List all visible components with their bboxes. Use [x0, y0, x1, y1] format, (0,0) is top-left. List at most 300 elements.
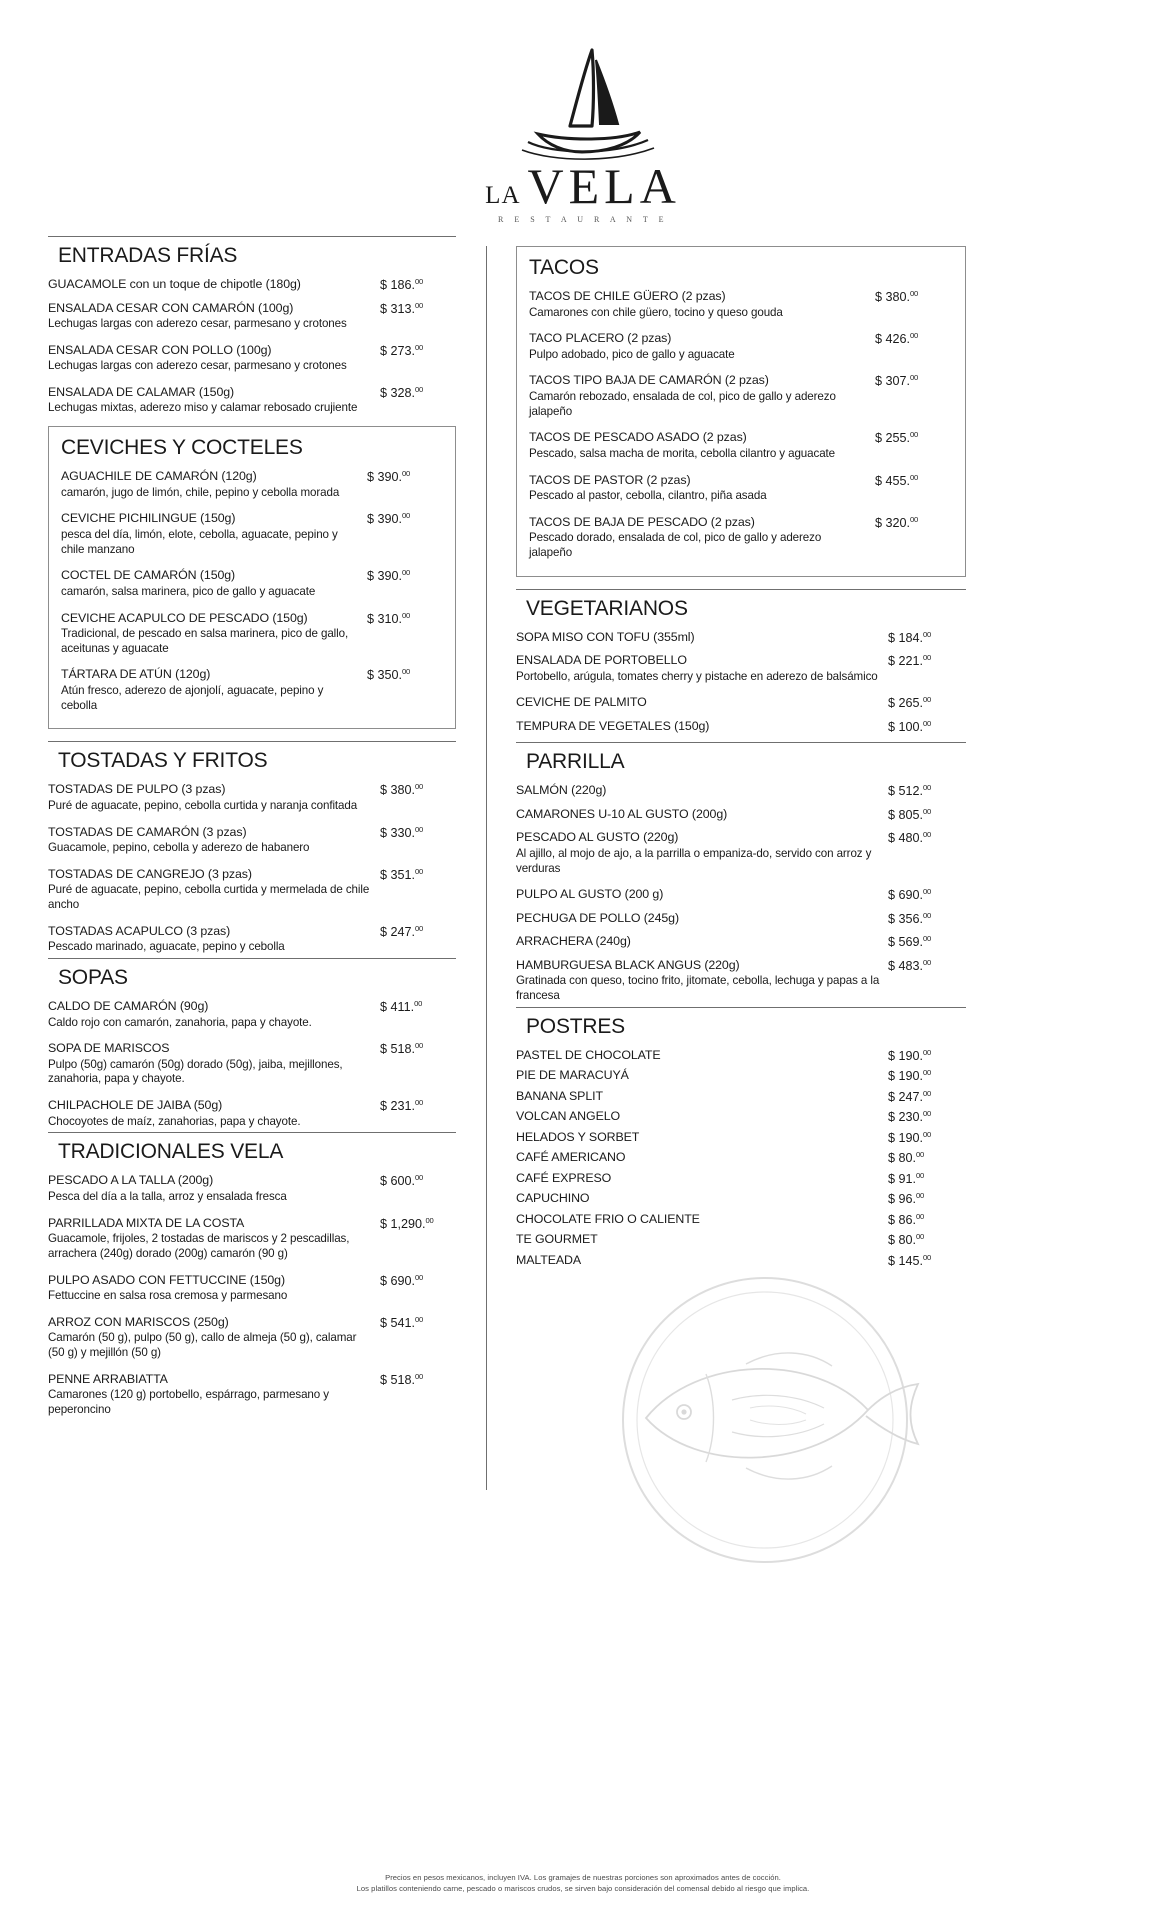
menu-item [48, 1098, 456, 1129]
menu-item-text [516, 1130, 888, 1146]
price-amount: $ 351. [380, 868, 416, 883]
menu-item-price [888, 830, 966, 845]
price-cents: 00 [910, 331, 919, 341]
menu-item-text [516, 887, 888, 903]
menu-item-description: Gratinada con queso, tocino frito, jitomate, cebolla, lechuga y papas a la francesa [516, 974, 880, 1003]
menu-item-price [888, 1171, 966, 1186]
section-title-tostadas-y-fritos: TOSTADAS Y FRITOS [58, 749, 268, 773]
menu-item-description: Lechugas largas con aderezo cesar, parmesano y crotones [48, 317, 347, 330]
price-cents: 00 [415, 824, 424, 834]
price-cents: 00 [910, 514, 919, 524]
menu-item-text [516, 830, 888, 876]
menu-item-name: PASTEL DE CHOCOLATE [516, 1047, 661, 1062]
menu-item-description: Portobello, arúgula, tomates cherry y pistache en aderezo de balsámico [516, 669, 878, 683]
price-cents: 00 [916, 1150, 925, 1160]
price-amount: $ 569. [888, 935, 924, 950]
price-cents: 00 [910, 472, 919, 482]
price-amount: $ 145. [888, 1254, 924, 1269]
menu-item-price [380, 1315, 456, 1330]
menu-item-description: Pulpo (50g) camarón (50g) dorado (50g), jaiba, mejillones, zanahoria, papa y chayote. [48, 1057, 343, 1086]
menu-item-text [529, 473, 875, 504]
price-cents: 00 [923, 695, 932, 705]
menu-item [516, 830, 966, 876]
menu-item-description: Atún fresco, aderezo de ajonjolí, aguacate, pepino y cebolla [61, 683, 324, 712]
price-amount: $ 96. [888, 1192, 917, 1207]
price-cents: 00 [916, 1211, 925, 1221]
menu-item-text [529, 373, 875, 419]
menu-item [516, 1109, 966, 1125]
price-cents: 00 [415, 866, 424, 876]
section-title-vegetarianos: VEGETARIANOS [526, 596, 688, 620]
menu-section-vegetarianos [516, 589, 966, 735]
price-cents: 00 [923, 806, 932, 816]
section-title-tacos: TACOS [529, 256, 599, 279]
price-cents: 00 [910, 430, 919, 440]
menu-section-parrilla [516, 742, 966, 1003]
menu-item-name: TACOS TIPO BAJA DE CAMARÓN (2 pzas) [529, 373, 769, 388]
menu-item-name: PESCADO A LA TALLA (200g) [48, 1173, 214, 1188]
menu-item-price [888, 1150, 966, 1165]
menu-item [48, 867, 456, 913]
price-amount: $ 690. [380, 1273, 416, 1288]
price-amount: $ 184. [888, 630, 924, 645]
menu-item-text [48, 301, 380, 332]
menu-item-text [48, 1273, 380, 1304]
menu-item-price [367, 568, 443, 583]
menu-item [516, 958, 966, 1004]
menu-item-price [367, 667, 443, 682]
menu-item-text [61, 667, 367, 713]
menu-column-left [48, 236, 456, 1421]
menu-item [516, 695, 966, 711]
price-cents: 00 [415, 782, 424, 792]
menu-item-price [888, 1109, 966, 1124]
menu-item [516, 1130, 966, 1146]
price-cents: 00 [402, 568, 411, 578]
price-cents: 00 [923, 1047, 932, 1057]
menu-item-price [367, 611, 443, 626]
menu-item [48, 1216, 456, 1262]
menu-item-name: CAMARONES U-10 AL GUSTO (200g) [516, 806, 728, 821]
price-cents: 00 [916, 1191, 925, 1201]
price-cents: 00 [910, 289, 919, 298]
price-amount: $ 313. [380, 301, 416, 316]
menu-section-tacos [516, 246, 966, 577]
price-amount: $ 247. [888, 1090, 924, 1105]
menu-item-name: TOSTADAS ACAPULCO (3 pzas) [48, 923, 231, 938]
menu-item-price [380, 924, 456, 939]
menu-item-price [875, 473, 953, 488]
menu-item [516, 1068, 966, 1084]
menu-item [48, 301, 456, 332]
menu-item-name: PESCADO AL GUSTO (220g) [516, 830, 679, 845]
menu-item-text [516, 934, 888, 950]
menu-item-text [516, 911, 888, 927]
menu-item-text [48, 782, 380, 813]
menu-item-text [61, 611, 367, 657]
section-title-entradas-frias: ENTRADAS FRÍAS [58, 244, 238, 267]
menu-item-name: MALTEADA [516, 1252, 582, 1267]
price-amount: $ 255. [875, 431, 911, 446]
menu-item [48, 385, 456, 416]
menu-item-price [888, 911, 966, 926]
menu-item-price [380, 343, 456, 358]
menu-item-name: ENSALADA DE CALAMAR (150g) [48, 384, 235, 399]
menu-item [516, 1150, 966, 1166]
menu-item-description: camarón, salsa marinera, pico de gallo y aguacate [61, 584, 316, 598]
menu-item-name: CEVICHE PICHILINGUE (150g) [61, 511, 236, 526]
price-amount: $ 190. [888, 1049, 924, 1064]
menu-item-description: Camarón rebozado, ensalada de col, pico de gallo y aderezo jalapeño [529, 389, 836, 418]
menu-item-price [888, 653, 966, 668]
menu-item-description: Chocoyotes de maíz, zanahorias, papa y chayote. [48, 1114, 301, 1128]
menu-item-text [48, 1041, 380, 1087]
menu-item-description: Pescado al pastor, cebolla, cilantro, piña asada [529, 489, 767, 503]
menu-item-name: SOPA DE MARISCOS [48, 1041, 170, 1056]
menu-item-name: SALMÓN (220g) [516, 783, 607, 798]
menu-item [48, 1372, 456, 1418]
price-cents: 00 [415, 277, 424, 286]
menu-item-name: PECHUGA DE POLLO (245g) [516, 910, 679, 925]
menu-item-name: ARRACHERA (240g) [516, 934, 631, 949]
menu-item [529, 373, 953, 419]
menu-item [516, 653, 966, 684]
price-cents: 00 [415, 342, 424, 352]
menu-item-description: Puré de aguacate, pepino, cebolla curtida y mermelada de chile ancho [48, 883, 370, 912]
menu-item [516, 719, 966, 735]
menu-item-name: HELADOS Y SORBET [516, 1129, 640, 1144]
menu-item-text [529, 430, 875, 461]
menu-item-text [516, 1171, 888, 1187]
price-amount: $ 356. [888, 912, 924, 927]
menu-item [61, 611, 443, 657]
price-amount: $ 231. [380, 1099, 416, 1114]
price-amount: $ 80. [888, 1233, 917, 1248]
price-amount: $ 541. [380, 1315, 416, 1330]
price-amount: $ 190. [888, 1131, 924, 1146]
menu-item-text [48, 1173, 380, 1204]
price-cents: 00 [923, 830, 932, 840]
menu-item-name: TEMPURA DE VEGETALES (150g) [516, 718, 710, 733]
menu-item-price [367, 469, 443, 484]
menu-item [529, 430, 953, 461]
menu-item [48, 277, 456, 293]
price-cents: 00 [402, 610, 411, 620]
menu-item-text [516, 695, 888, 711]
price-cents: 00 [415, 1041, 424, 1051]
menu-item-description: camarón, jugo de limón, chile, pepino y cebolla morada [61, 485, 340, 499]
menu-item-text [61, 469, 367, 500]
price-amount: $ 411. [380, 1000, 415, 1015]
price-cents: 00 [923, 783, 932, 793]
menu-item-price [888, 958, 966, 973]
menu-item-text [48, 1098, 380, 1129]
price-amount: $ 230. [888, 1110, 924, 1125]
menu-item [529, 331, 953, 362]
price-cents: 00 [923, 718, 932, 728]
menu-item-price [875, 289, 953, 304]
menu-item [48, 1315, 456, 1361]
menu-item-text [529, 289, 875, 320]
menu-item-text [48, 343, 380, 374]
menu-item [48, 1041, 456, 1087]
price-cents: 00 [415, 1173, 424, 1183]
menu-section-entradas-frias [48, 236, 456, 416]
menu-item-price [380, 1372, 456, 1387]
menu-item-price [380, 385, 456, 400]
price-cents: 00 [923, 1129, 932, 1139]
menu-item [516, 1212, 966, 1228]
price-cents: 00 [415, 923, 424, 933]
menu-item [516, 887, 966, 903]
menu-item-description: Guacamole, pepino, cebolla y aderezo de habanero [48, 841, 310, 855]
menu-item-description: Camarón (50 g), pulpo (50 g), callo de almeja (50 g), calamar (50 g) y mejillón (50 g) [48, 1331, 357, 1359]
menu-item-price [888, 1089, 966, 1104]
menu-item [516, 783, 966, 799]
menu-item-price [380, 1098, 456, 1113]
menu-item-name: COCTEL DE CAMARÓN (150g) [61, 568, 236, 583]
menu-item-description: pesca del día, limón, elote, cebolla, aguacate, pepino y chile manzano [61, 527, 338, 556]
menu-item-name: TACOS DE CHILE GÜERO (2 pzas) [529, 289, 726, 303]
menu-item-name: TOSTADAS DE CANGREJO (3 pzas) [48, 866, 252, 881]
menu-item-text [529, 331, 875, 362]
price-cents: 00 [923, 1088, 932, 1098]
menu-item-name: ENSALADA DE PORTOBELLO [516, 653, 687, 668]
menu-item [48, 825, 456, 856]
price-cents: 00 [923, 653, 932, 663]
menu-item-price [888, 1191, 966, 1206]
menu-item-name: CEVICHE DE PALMITO [516, 695, 647, 710]
menu-item [516, 1048, 966, 1064]
price-amount: $ 86. [888, 1213, 917, 1228]
menu-item-text [516, 1191, 888, 1207]
menu-item-price [888, 1048, 966, 1063]
menu-item-text [48, 1315, 380, 1361]
menu-item-price [888, 783, 966, 798]
price-cents: 00 [923, 910, 932, 920]
menu-item-text [516, 958, 888, 1004]
menu-item-price [875, 373, 953, 388]
section-title-ceviches-y-cocteles: CEVICHES Y COCTELES [61, 436, 303, 460]
menu-section-postres [516, 1007, 966, 1269]
menu-item-name: AGUACHILE DE CAMARÓN (120g) [61, 469, 257, 484]
price-amount: $ 328. [380, 386, 416, 401]
menu-item [529, 289, 953, 320]
menu-item-text [529, 515, 875, 561]
menu-item-name: TACOS DE PASTOR (2 pzas) [529, 472, 691, 487]
menu-item-price [380, 1273, 456, 1288]
price-amount: $ 805. [888, 808, 924, 823]
menu-item [516, 1171, 966, 1187]
menu-item-description: Tradicional, de pescado en salsa marinera, pico de gallo, aceitunas y aguacate [61, 627, 349, 655]
price-amount: $ 455. [875, 473, 911, 488]
price-cents: 00 [402, 667, 411, 677]
menu-item-price [380, 1041, 456, 1056]
price-cents: 00 [910, 373, 919, 383]
price-cents: 00 [923, 1068, 932, 1078]
menu-item-description: Guacamole, frijoles, 2 tostadas de mariscos y 2 pescadillas, arrachera (240g) dorado (200g) camarón (90 g) [48, 1232, 350, 1260]
price-amount: $ 221. [888, 654, 924, 669]
price-cents: 00 [415, 384, 424, 394]
section-title-parrilla: PARRILLA [526, 750, 625, 774]
price-cents: 00 [923, 1109, 932, 1119]
price-cents: 00 [415, 1314, 424, 1324]
menu-section-sopas [48, 958, 456, 1129]
menu-item-name: PIE DE MARACUYÁ [516, 1068, 629, 1083]
logo-subtitle: R E S T A U R A N T E [498, 215, 668, 224]
price-cents: 00 [923, 887, 932, 897]
price-cents: 00 [923, 1252, 932, 1262]
menu-item [516, 1089, 966, 1105]
price-amount: $ 190. [888, 1069, 924, 1084]
menu-item-name: TÁRTARA DE ATÚN (120g) [61, 667, 211, 682]
price-cents: 00 [415, 1098, 424, 1108]
menu-item-text [516, 630, 888, 646]
menu-item-price [888, 1130, 966, 1145]
menu-item-text [516, 1232, 888, 1248]
price-cents: 00 [425, 1215, 434, 1225]
menu-item-name: TE GOURMET [516, 1232, 598, 1247]
menu-item-description: Camarones con chile güero, tocino y queso gouda [529, 305, 783, 319]
menu-item-price [380, 277, 456, 292]
menu-item [48, 999, 456, 1030]
menu-item-price [875, 515, 953, 530]
menu-item-text [516, 1048, 888, 1064]
price-cents: 00 [415, 300, 424, 310]
menu-item-price [380, 1173, 456, 1188]
price-amount: $ 310. [367, 611, 403, 626]
menu-section-tostadas-y-fritos [48, 741, 456, 955]
menu-item-price [380, 867, 456, 882]
menu-item [516, 1232, 966, 1248]
menu-item-description: Pescado dorado, ensalada de col, pico de gallo y aderezo jalapeño [529, 531, 822, 560]
price-amount: $ 518. [380, 1372, 416, 1387]
menu-item-price [888, 934, 966, 949]
footer-line-2: Los platillos conteniendo carne, pescado o mariscos crudos, se sirven bajo consideración del comensal debido al riesgo que implica. [356, 1884, 810, 1893]
menu-item [61, 568, 443, 599]
menu-item [61, 511, 443, 557]
logo-vela-text: VELA [527, 158, 681, 214]
menu-section-tradicionales-vela [48, 1132, 456, 1417]
menu-item [48, 924, 456, 955]
menu-item-name: CHILPACHOLE DE JAIBA (50g) [48, 1098, 223, 1113]
menu-item-text [516, 1068, 888, 1084]
menu-item [529, 473, 953, 504]
menu-item-name: GUACAMOLE con un toque de chipotle (180g) [48, 277, 301, 291]
menu-item-text [516, 1150, 888, 1166]
section-title-sopas: SOPAS [58, 966, 128, 989]
menu-item-name: PULPO ASADO CON FETTUCCINE (150g) [48, 1272, 285, 1287]
menu-item-description: Pescado, salsa macha de morita, cebolla cilantro y aguacate [529, 446, 836, 460]
menu-item-name: CALDO DE CAMARÓN (90g) [48, 999, 209, 1013]
menu-item-price [888, 695, 966, 710]
menu-item-description: Camarones (120 g) portobello, espárrago, parmesano y peperoncino [48, 1388, 329, 1416]
menu-item-name: CAFÉ AMERICANO [516, 1150, 626, 1165]
price-cents: 00 [414, 999, 423, 1008]
price-amount: $ 330. [380, 825, 416, 840]
menu-item-name: TOSTADAS DE PULPO (3 pzas) [48, 782, 226, 797]
price-amount: $ 186. [380, 278, 416, 293]
legal-footer [0, 1872, 1166, 1894]
footer-line-1: Precios en pesos mexicanos, incluyen IVA. Los gramajes de nuestras porciones son aproximados antes de cocción. [385, 1873, 781, 1882]
price-cents: 00 [415, 1371, 424, 1381]
price-cents: 00 [402, 469, 411, 479]
menu-item-description: Lechugas mixtas, aderezo miso y calamar rebosado crujiente [48, 401, 358, 415]
menu-item [48, 1273, 456, 1304]
price-amount: $ 350. [367, 668, 403, 683]
menu-item-price [380, 1216, 456, 1231]
menu-item-name: CEVICHE ACAPULCO DE PESCADO (150g) [61, 610, 308, 625]
menu-item-name: PARRILLADA MIXTA DE LA COSTA [48, 1215, 245, 1230]
menu-item-description: Pesca del día a la talla, arroz y ensalada fresca [48, 1189, 287, 1203]
menu-item-name: SOPA MISO CON TOFU (355ml) [516, 629, 695, 644]
section-title-postres: POSTRES [526, 1014, 625, 1038]
menu-item-text [48, 385, 380, 416]
section-title-tradicionales-vela: TRADICIONALES VELA [58, 1140, 284, 1164]
menu-item-description: Lechugas largas con aderezo cesar, parmesano y crotones [48, 359, 347, 373]
price-amount: $ 380. [380, 783, 416, 798]
price-amount: $ 600. [380, 1174, 416, 1189]
price-cents: 00 [916, 1170, 925, 1180]
menu-item-text [48, 825, 380, 856]
price-amount: $ 307. [875, 374, 911, 389]
price-cents: 00 [923, 934, 932, 944]
menu-item-text [516, 1253, 888, 1269]
menu-item-description: Pescado marinado, aguacate, pepino y cebolla [48, 940, 285, 954]
menu-item-price [875, 331, 953, 346]
price-amount: $ 1,290. [380, 1216, 426, 1231]
menu-item [529, 515, 953, 561]
menu-item-price [888, 1212, 966, 1227]
price-amount: $ 512. [888, 784, 924, 799]
menu-item-price [888, 807, 966, 822]
price-cents: 00 [923, 629, 932, 639]
menu-item-description: Al ajillo, al mojo de ajo, a la parrilla o empaniza-do, servido con arroz y verduras [516, 846, 872, 875]
restaurant-logo [0, 42, 1166, 224]
menu-item-price [888, 630, 966, 645]
price-amount: $ 91. [888, 1172, 917, 1187]
menu-item-name: TACO PLACERO (2 pzas) [529, 331, 672, 346]
menu-item-text [48, 867, 380, 913]
menu-item-text [48, 1372, 380, 1418]
menu-item-name: TOSTADAS DE CAMARÓN (3 pzas) [48, 824, 247, 839]
menu-item-name: CHOCOLATE FRIO O CALIENTE [516, 1211, 700, 1226]
menu-item-text [516, 783, 888, 799]
price-cents: 00 [402, 511, 411, 521]
menu-item [48, 782, 456, 813]
menu-item-text [516, 653, 888, 684]
price-amount: $ 273. [380, 343, 416, 358]
menu-item-text [516, 1109, 888, 1125]
menu-item-name: ENSALADA CESAR CON CAMARÓN (100g) [48, 300, 294, 315]
menu-item-description: Pulpo adobado, pico de gallo y aguacate [529, 347, 735, 361]
menu-item [48, 343, 456, 374]
menu-item-description: Fettuccine en salsa rosa cremosa y parmesano [48, 1289, 288, 1303]
price-amount: $ 690. [888, 888, 924, 903]
menu-item-price [888, 1068, 966, 1083]
menu-item [516, 807, 966, 823]
price-amount: $ 80. [888, 1151, 917, 1166]
menu-item-name: TACOS DE BAJA DE PESCADO (2 pzas) [529, 514, 755, 529]
menu-item-price [367, 511, 443, 526]
price-amount: $ 247. [380, 924, 416, 939]
menu-item-price [875, 430, 953, 445]
price-amount: $ 483. [888, 959, 924, 974]
menu-item-text [48, 999, 380, 1030]
menu-item-name: ARROZ CON MARISCOS (250g) [48, 1314, 229, 1329]
menu-item [516, 630, 966, 646]
price-amount: $ 320. [875, 516, 911, 530]
